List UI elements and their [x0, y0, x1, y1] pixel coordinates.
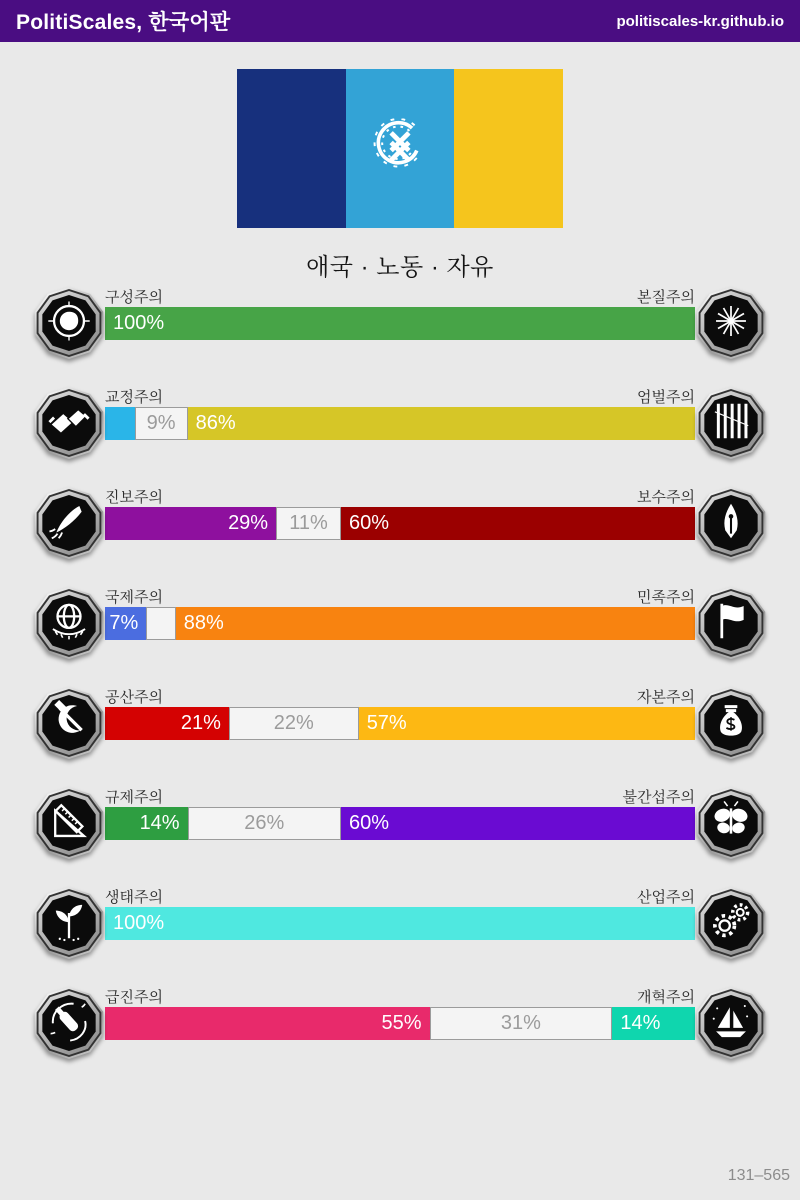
axis-right-badge	[695, 587, 767, 659]
segment-value: 55%	[381, 1012, 422, 1034]
bar-segment	[105, 407, 135, 440]
axis-bar-area	[105, 986, 695, 1040]
axis-row-progressive-conservative	[0, 486, 800, 586]
axis-bar	[105, 507, 695, 540]
axis-right-badge	[695, 287, 767, 359]
flag-stripe	[454, 69, 563, 228]
axis-left-label: 구성주의	[105, 289, 163, 306]
axis-row-internationalism-nationalism	[0, 586, 800, 686]
axis-left-label: 공산주의	[105, 689, 163, 706]
bar-segment	[105, 607, 146, 640]
segment-value: 22%	[273, 712, 314, 734]
axis-row-constructivism-essentialism	[0, 286, 800, 386]
axis-row-ecology-industrialism	[0, 886, 800, 986]
axis-left-badge	[33, 687, 105, 759]
axis-right-badge	[695, 687, 767, 759]
bar-segment	[105, 1007, 430, 1040]
flag-icon	[708, 598, 754, 649]
bar-segment-neutral	[146, 607, 176, 640]
dandelion-icon	[708, 298, 754, 349]
segment-value: 31%	[500, 1012, 541, 1034]
header-bar	[0, 0, 800, 42]
axis-bar-area	[105, 486, 695, 540]
prison-bars-icon	[708, 398, 754, 449]
axis-right-label: 산업주의	[637, 889, 695, 906]
flag-caption: 애국 · 노동 · 자유	[306, 254, 494, 281]
segment-value: 100%	[113, 312, 165, 334]
app-title: PolitiScales, 한국어판	[16, 11, 231, 34]
bar-segment-neutral	[135, 407, 188, 440]
axis-left-label: 국제주의	[105, 589, 163, 606]
bar-segment	[359, 707, 695, 740]
axis-left-badge	[33, 487, 105, 559]
axis-left-label: 진보주의	[105, 489, 163, 506]
bar-segment	[612, 1007, 695, 1040]
gear-crescent-rune-icon	[372, 118, 428, 179]
segment-value: 86%	[195, 412, 236, 434]
segment-value: 29%	[228, 512, 269, 534]
axis-right-label: 불간섭주의	[622, 789, 695, 806]
bar-segment-neutral	[229, 707, 359, 740]
bar-segment	[341, 507, 695, 540]
bar-segment	[188, 407, 695, 440]
axis-bar-area	[105, 586, 695, 640]
axis-left-badge	[33, 587, 105, 659]
bar-segment	[341, 807, 695, 840]
bar-segment	[105, 507, 276, 540]
axis-right-label: 엄벌주의	[637, 389, 695, 406]
segment-value: 100%	[113, 912, 165, 934]
bar-segment	[105, 307, 695, 340]
axis-bar-area	[105, 286, 695, 340]
sailboat-icon	[708, 998, 754, 1049]
axis-bar	[105, 607, 695, 640]
segment-value: 11%	[289, 512, 328, 534]
segment-value: 60%	[348, 812, 390, 834]
segment-value: 7%	[109, 612, 139, 634]
axis-right-badge	[695, 787, 767, 859]
globe-laurel-icon	[46, 598, 92, 649]
axis-right-badge	[695, 387, 767, 459]
handshake-icon	[46, 398, 92, 449]
axis-bar-area	[105, 386, 695, 440]
hammer-sickle-icon	[46, 698, 92, 749]
flag-stripe	[237, 69, 346, 228]
eye-icon	[46, 298, 92, 349]
plant-icon	[46, 898, 92, 949]
segment-value: 88%	[183, 612, 224, 634]
axis-left-badge	[33, 887, 105, 959]
axis-right-badge	[695, 887, 767, 959]
butterfly-icon	[708, 798, 754, 849]
axis-row-communism-capitalism	[0, 686, 800, 786]
axis-bar	[105, 1007, 695, 1040]
axis-bar	[105, 807, 695, 840]
axis-row-regulation-laissezfaire	[0, 786, 800, 886]
axis-left-label: 규제주의	[105, 789, 163, 806]
axis-bar-area	[105, 686, 695, 740]
segment-value: 57%	[366, 712, 407, 734]
axis-left-badge	[33, 287, 105, 359]
bar-segment	[105, 907, 695, 940]
bar-segment	[176, 607, 695, 640]
bar-segment-neutral	[430, 1007, 613, 1040]
axis-bar	[105, 407, 695, 440]
axis-right-badge	[695, 487, 767, 559]
axis-left-label: 급진주의	[105, 989, 163, 1006]
segment-value: 9%	[146, 412, 176, 434]
axis-right-label: 본질주의	[637, 289, 695, 306]
axis-row-radicalism-reformism	[0, 986, 800, 1086]
axis-bar-area	[105, 786, 695, 840]
axis-right-badge	[695, 987, 767, 1059]
segment-value: 14%	[139, 812, 180, 834]
axis-row-rehabilitative-punitive	[0, 386, 800, 486]
axis-bar	[105, 907, 695, 940]
bar-segment-neutral	[276, 507, 341, 540]
axis-left-label: 교정주의	[105, 389, 163, 406]
axis-right-label: 보수주의	[637, 489, 695, 506]
axis-left-badge	[33, 787, 105, 859]
axes-list	[0, 286, 800, 1086]
result-code: 131–565	[727, 1167, 790, 1184]
segment-value: 14%	[620, 1012, 661, 1034]
result-flag	[237, 69, 563, 228]
axis-left-badge	[33, 987, 105, 1059]
axis-right-label: 개혁주의	[637, 989, 695, 1006]
bar-segment-neutral	[188, 807, 341, 840]
molotov-icon	[46, 998, 92, 1049]
gears-icon	[708, 898, 754, 949]
segment-value: 21%	[180, 712, 221, 734]
axis-left-label: 생태주의	[105, 889, 163, 906]
money-bag-icon	[708, 698, 754, 749]
bar-segment	[105, 807, 188, 840]
painting-hand-icon	[46, 498, 92, 549]
segment-value: 26%	[244, 812, 285, 834]
ruler-triangle-icon	[46, 798, 92, 849]
segment-value: 60%	[348, 512, 390, 534]
axis-bar-area	[105, 886, 695, 940]
site-url: politiscales-kr.github.io	[616, 12, 784, 30]
axis-right-label: 민족주의	[637, 589, 695, 606]
axis-right-label: 자본주의	[637, 689, 695, 706]
bar-segment	[105, 707, 229, 740]
axis-bar	[105, 707, 695, 740]
pen-nib-icon	[708, 498, 754, 549]
axis-bar	[105, 307, 695, 340]
axis-left-badge	[33, 387, 105, 459]
